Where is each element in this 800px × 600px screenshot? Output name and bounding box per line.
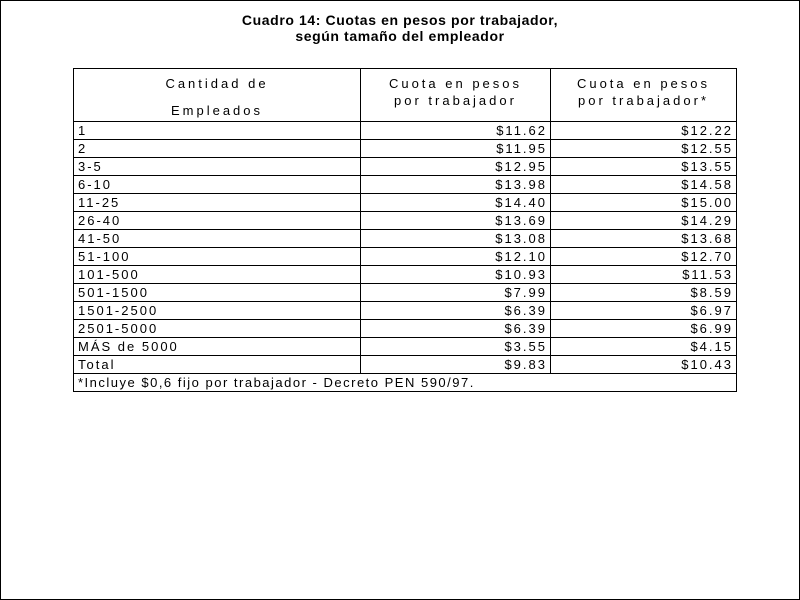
quota-value: $12.10 [361, 248, 551, 266]
quota-value: $6.39 [361, 320, 551, 338]
quota-value: $14.40 [361, 194, 551, 212]
row-label: 6-10 [74, 176, 361, 194]
table-row [74, 158, 737, 176]
quota-value: $12.95 [361, 158, 551, 176]
table-row [74, 194, 737, 212]
quota-value-adjusted: $15.00 [551, 194, 737, 212]
table-row [74, 356, 737, 374]
quota-value: $7.99 [361, 284, 551, 302]
row-label: 2501-5000 [74, 320, 361, 338]
quota-value: $11.62 [361, 122, 551, 140]
title-line-2: según tamaño del empleador [295, 28, 505, 44]
header-quota: Cuota en pesos por trabajador [361, 69, 551, 122]
row-label: 1 [74, 122, 361, 140]
table-row [74, 230, 737, 248]
quota-value-adjusted: $12.22 [551, 122, 737, 140]
table-row [74, 140, 737, 158]
table-footnote-row [74, 374, 737, 392]
table-row [74, 248, 737, 266]
quota-value-adjusted: $14.58 [551, 176, 737, 194]
table-row [74, 176, 737, 194]
table-header-row [74, 69, 737, 122]
quota-value: $13.69 [361, 212, 551, 230]
quota-value-adjusted: $6.97 [551, 302, 737, 320]
row-label: 2 [74, 140, 361, 158]
row-label: Total [74, 356, 361, 374]
row-label: 501-1500 [74, 284, 361, 302]
quota-table [73, 68, 737, 392]
quota-value-adjusted: $13.68 [551, 230, 737, 248]
quota-value: $13.98 [361, 176, 551, 194]
row-label: 11-25 [74, 194, 361, 212]
quota-value-adjusted: $4.15 [551, 338, 737, 356]
quota-value-adjusted: $14.29 [551, 212, 737, 230]
quota-value-adjusted: $6.99 [551, 320, 737, 338]
quota-value: $3.55 [361, 338, 551, 356]
table-row [74, 284, 737, 302]
table-row [74, 320, 737, 338]
table-row [74, 122, 737, 140]
quota-value-adjusted: $10.43 [551, 356, 737, 374]
quota-value: $11.95 [361, 140, 551, 158]
row-label: MÁS de 5000 [74, 338, 361, 356]
header-quota-adjusted: Cuota en pesos por trabajador* [551, 69, 737, 122]
table-row [74, 302, 737, 320]
quota-value: $6.39 [361, 302, 551, 320]
row-label: 41-50 [74, 230, 361, 248]
row-label: 26-40 [74, 212, 361, 230]
quota-value-adjusted: $8.59 [551, 284, 737, 302]
row-label: 101-500 [74, 266, 361, 284]
quota-value-adjusted: $12.70 [551, 248, 737, 266]
table-row [74, 266, 737, 284]
quota-value: $9.83 [361, 356, 551, 374]
footnote: *Incluye $0,6 fijo por trabajador - Decreto PEN 590/97. [74, 374, 737, 392]
row-label: 1501-2500 [74, 302, 361, 320]
quota-value-adjusted: $12.55 [551, 140, 737, 158]
page-title [0, 12, 800, 44]
quota-value-adjusted: $13.55 [551, 158, 737, 176]
table-row [74, 338, 737, 356]
header-employees: Cantidad de Empleados [74, 69, 361, 122]
row-label: 3-5 [74, 158, 361, 176]
quota-value-adjusted: $11.53 [551, 266, 737, 284]
quota-value: $13.08 [361, 230, 551, 248]
quota-value: $10.93 [361, 266, 551, 284]
title-line-1: Cuadro 14: Cuotas en pesos por trabajador, [241, 12, 559, 28]
table-row [74, 212, 737, 230]
row-label: 51-100 [74, 248, 361, 266]
